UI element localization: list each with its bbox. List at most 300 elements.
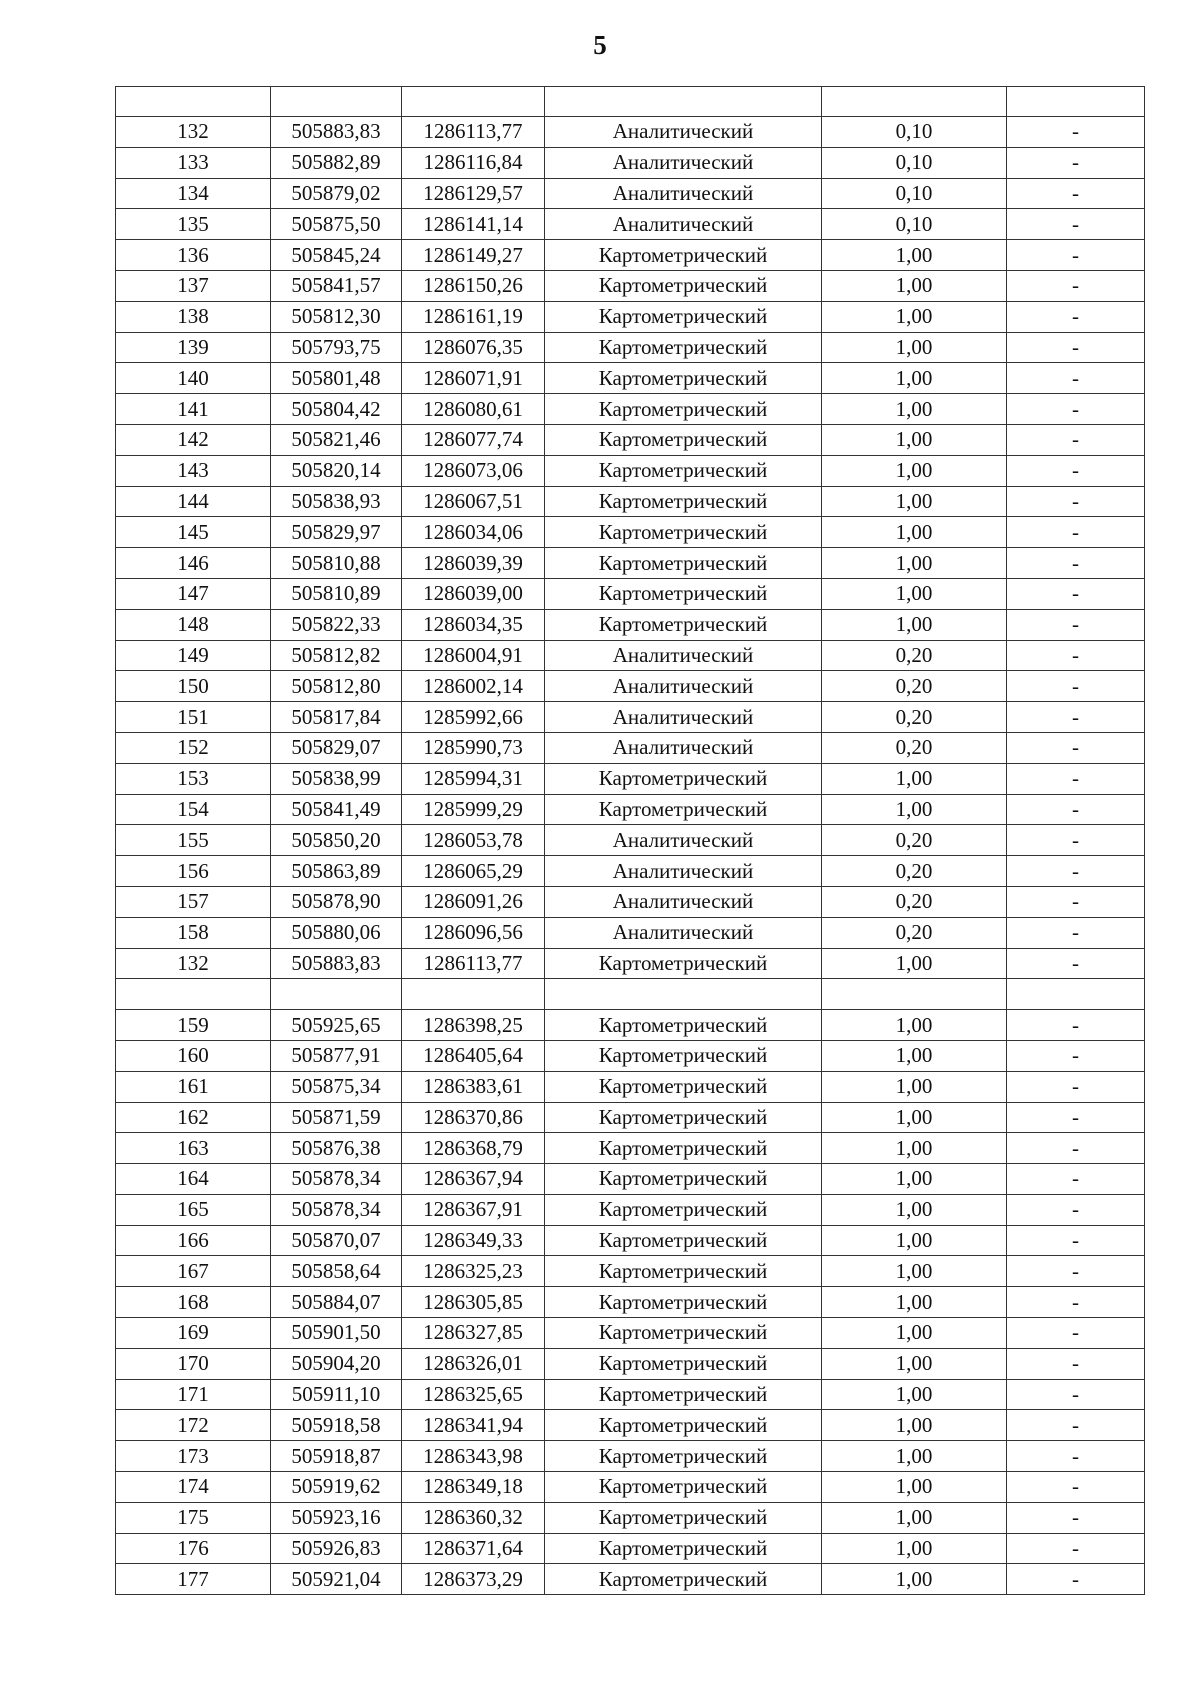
cell-y-coordinate: 1285990,73 bbox=[402, 732, 545, 763]
cell-note: - bbox=[1007, 517, 1145, 548]
cell-accuracy: 0,20 bbox=[822, 732, 1007, 763]
cell-determination-method: Картометрический bbox=[545, 1256, 822, 1287]
cell-accuracy bbox=[822, 979, 1007, 1010]
cell-accuracy: 1,00 bbox=[822, 1102, 1007, 1133]
cell-note: - bbox=[1007, 1133, 1145, 1164]
cell-determination-method: Картометрический bbox=[545, 1102, 822, 1133]
table-row bbox=[116, 240, 1145, 271]
table-row bbox=[116, 147, 1145, 178]
cell-x-coordinate: 505812,80 bbox=[271, 671, 402, 702]
cell-x-coordinate: 505821,46 bbox=[271, 424, 402, 455]
table-row bbox=[116, 517, 1145, 548]
cell-accuracy: 0,20 bbox=[822, 917, 1007, 948]
cell-determination-method: Картометрический bbox=[545, 455, 822, 486]
cell-y-coordinate: 1286002,14 bbox=[402, 671, 545, 702]
cell-x-coordinate: 505875,34 bbox=[271, 1071, 402, 1102]
cell-determination-method: Аналитический bbox=[545, 640, 822, 671]
cell-determination-method: Картометрический bbox=[545, 1040, 822, 1071]
cell-accuracy: 1,00 bbox=[822, 1318, 1007, 1349]
cell-x-coordinate: 505879,02 bbox=[271, 178, 402, 209]
cell-determination-method: Картометрический bbox=[545, 1379, 822, 1410]
cell-x-coordinate: 505822,33 bbox=[271, 609, 402, 640]
table-row bbox=[116, 332, 1145, 363]
cell-point-number: 154 bbox=[116, 794, 271, 825]
cell-x-coordinate: 505923,16 bbox=[271, 1502, 402, 1533]
cell-point-number: 132 bbox=[116, 117, 271, 148]
cell-y-coordinate: 1286327,85 bbox=[402, 1318, 545, 1349]
cell-x-coordinate: 505817,84 bbox=[271, 702, 402, 733]
cell-x-coordinate: 505878,90 bbox=[271, 886, 402, 917]
cell-y-coordinate: 1286091,26 bbox=[402, 886, 545, 917]
cell-point-number: 163 bbox=[116, 1133, 271, 1164]
cell-y-coordinate: 1286370,86 bbox=[402, 1102, 545, 1133]
cell-x-coordinate: 505880,06 bbox=[271, 917, 402, 948]
cell-determination-method: Картометрический bbox=[545, 1410, 822, 1441]
cell-x-coordinate: 505925,65 bbox=[271, 1010, 402, 1041]
table-row bbox=[116, 917, 1145, 948]
cell-x-coordinate: 505871,59 bbox=[271, 1102, 402, 1133]
cell-determination-method: Аналитический bbox=[545, 671, 822, 702]
cell-note: - bbox=[1007, 917, 1145, 948]
cell-determination-method: Картометрический bbox=[545, 332, 822, 363]
cell-accuracy: 1,00 bbox=[822, 1379, 1007, 1410]
cell-determination-method: Картометрический bbox=[545, 363, 822, 394]
cell-point-number: 139 bbox=[116, 332, 271, 363]
cell-accuracy: 1,00 bbox=[822, 948, 1007, 979]
cell-accuracy: 0,10 bbox=[822, 147, 1007, 178]
cell-y-coordinate: 1286349,18 bbox=[402, 1472, 545, 1503]
cell-x-coordinate: 505858,64 bbox=[271, 1256, 402, 1287]
cell-determination-method: Картометрический bbox=[545, 763, 822, 794]
table-row bbox=[116, 209, 1145, 240]
cell-determination-method: Картометрический bbox=[545, 486, 822, 517]
cell-point-number: 148 bbox=[116, 609, 271, 640]
cell-note: - bbox=[1007, 1194, 1145, 1225]
cell-point-number: 140 bbox=[116, 363, 271, 394]
table-row bbox=[116, 178, 1145, 209]
cell-determination-method: Картометрический bbox=[545, 1472, 822, 1503]
cell-note: - bbox=[1007, 209, 1145, 240]
cell-x-coordinate: 505918,87 bbox=[271, 1441, 402, 1472]
table-row bbox=[116, 1133, 1145, 1164]
cell-point-number: 166 bbox=[116, 1225, 271, 1256]
cell-point-number: 142 bbox=[116, 424, 271, 455]
cell-x-coordinate: 505863,89 bbox=[271, 856, 402, 887]
cell-determination-method: Картометрический bbox=[545, 1441, 822, 1472]
cell-accuracy: 1,00 bbox=[822, 363, 1007, 394]
cell-x-coordinate: 505876,38 bbox=[271, 1133, 402, 1164]
cell-point-number: 151 bbox=[116, 702, 271, 733]
cell-accuracy: 1,00 bbox=[822, 455, 1007, 486]
cell-y-coordinate: 1286305,85 bbox=[402, 1287, 545, 1318]
cell-y-coordinate: 1285992,66 bbox=[402, 702, 545, 733]
cell-note: - bbox=[1007, 455, 1145, 486]
cell-x-coordinate: 505829,97 bbox=[271, 517, 402, 548]
cell-accuracy: 1,00 bbox=[822, 1348, 1007, 1379]
cell-x-coordinate: 505801,48 bbox=[271, 363, 402, 394]
cell-x-coordinate: 505878,34 bbox=[271, 1164, 402, 1195]
cell-note: - bbox=[1007, 240, 1145, 271]
cell-point-number: 170 bbox=[116, 1348, 271, 1379]
cell-determination-method: Картометрический bbox=[545, 548, 822, 579]
cell-y-coordinate: 1286076,35 bbox=[402, 332, 545, 363]
cell-accuracy: 1,00 bbox=[822, 1533, 1007, 1564]
cell-note: - bbox=[1007, 1348, 1145, 1379]
cell-x-coordinate: 505841,57 bbox=[271, 270, 402, 301]
cell-note: - bbox=[1007, 886, 1145, 917]
cell-note: - bbox=[1007, 1164, 1145, 1195]
cell-x-coordinate: 505812,30 bbox=[271, 301, 402, 332]
cell-x-coordinate: 505838,93 bbox=[271, 486, 402, 517]
cell-point-number bbox=[116, 979, 271, 1010]
cell-y-coordinate: 1286341,94 bbox=[402, 1410, 545, 1441]
cell-determination-method: Картометрический bbox=[545, 578, 822, 609]
cell-x-coordinate bbox=[271, 979, 402, 1010]
cell-note: - bbox=[1007, 640, 1145, 671]
cell-point-number: 153 bbox=[116, 763, 271, 794]
cell-point-number: 169 bbox=[116, 1318, 271, 1349]
cell-y-coordinate: 1286398,25 bbox=[402, 1010, 545, 1041]
cell-note: - bbox=[1007, 424, 1145, 455]
cell-y-coordinate bbox=[402, 87, 545, 117]
table-row bbox=[116, 1164, 1145, 1195]
cell-determination-method: Картометрический bbox=[545, 1225, 822, 1256]
cell-note: - bbox=[1007, 1256, 1145, 1287]
table-row bbox=[116, 548, 1145, 579]
cell-note: - bbox=[1007, 1287, 1145, 1318]
table-row bbox=[116, 825, 1145, 856]
cell-point-number: 177 bbox=[116, 1564, 271, 1595]
cell-y-coordinate: 1286371,64 bbox=[402, 1533, 545, 1564]
cell-y-coordinate: 1286383,61 bbox=[402, 1071, 545, 1102]
cell-point-number: 133 bbox=[116, 147, 271, 178]
cell-point-number: 164 bbox=[116, 1164, 271, 1195]
table-row bbox=[116, 1533, 1145, 1564]
cell-x-coordinate: 505812,82 bbox=[271, 640, 402, 671]
cell-x-coordinate: 505877,91 bbox=[271, 1040, 402, 1071]
table-row bbox=[116, 486, 1145, 517]
cell-point-number: 149 bbox=[116, 640, 271, 671]
cell-y-coordinate: 1286161,19 bbox=[402, 301, 545, 332]
cell-y-coordinate: 1286326,01 bbox=[402, 1348, 545, 1379]
cell-point-number: 157 bbox=[116, 886, 271, 917]
table-row bbox=[116, 1225, 1145, 1256]
cell-note: - bbox=[1007, 1379, 1145, 1410]
cell-y-coordinate: 1286053,78 bbox=[402, 825, 545, 856]
cell-y-coordinate: 1286065,29 bbox=[402, 856, 545, 887]
cell-determination-method: Аналитический bbox=[545, 702, 822, 733]
cell-x-coordinate: 505810,89 bbox=[271, 578, 402, 609]
cell-determination-method: Картометрический bbox=[545, 1318, 822, 1349]
cell-determination-method: Картометрический bbox=[545, 1287, 822, 1318]
cell-point-number: 147 bbox=[116, 578, 271, 609]
cell-y-coordinate: 1286360,32 bbox=[402, 1502, 545, 1533]
cell-y-coordinate: 1286113,77 bbox=[402, 117, 545, 148]
cell-accuracy: 1,00 bbox=[822, 332, 1007, 363]
cell-x-coordinate: 505804,42 bbox=[271, 394, 402, 425]
cell-note: - bbox=[1007, 732, 1145, 763]
cell-determination-method: Аналитический bbox=[545, 117, 822, 148]
cell-y-coordinate: 1286325,65 bbox=[402, 1379, 545, 1410]
table-row bbox=[116, 1287, 1145, 1318]
cell-determination-method bbox=[545, 979, 822, 1010]
cell-point-number: 165 bbox=[116, 1194, 271, 1225]
cell-point-number: 132 bbox=[116, 948, 271, 979]
cell-accuracy: 1,00 bbox=[822, 1472, 1007, 1503]
cell-determination-method: Аналитический bbox=[545, 147, 822, 178]
cell-accuracy: 1,00 bbox=[822, 270, 1007, 301]
cell-note: - bbox=[1007, 117, 1145, 148]
cell-y-coordinate: 1286343,98 bbox=[402, 1441, 545, 1472]
cell-x-coordinate: 505901,50 bbox=[271, 1318, 402, 1349]
cell-accuracy: 1,00 bbox=[822, 1164, 1007, 1195]
cell-note: - bbox=[1007, 332, 1145, 363]
cell-x-coordinate: 505838,99 bbox=[271, 763, 402, 794]
cell-note: - bbox=[1007, 1564, 1145, 1595]
cell-accuracy: 1,00 bbox=[822, 517, 1007, 548]
cell-determination-method: Картометрический bbox=[545, 1133, 822, 1164]
cell-accuracy: 0,20 bbox=[822, 886, 1007, 917]
cell-point-number: 152 bbox=[116, 732, 271, 763]
page-number: 5 bbox=[593, 30, 607, 60]
cell-y-coordinate: 1286073,06 bbox=[402, 455, 545, 486]
cell-point-number: 168 bbox=[116, 1287, 271, 1318]
cell-accuracy: 1,00 bbox=[822, 1564, 1007, 1595]
cell-x-coordinate: 505883,83 bbox=[271, 948, 402, 979]
cell-accuracy: 1,00 bbox=[822, 548, 1007, 579]
table-row bbox=[116, 363, 1145, 394]
cell-determination-method: Аналитический bbox=[545, 825, 822, 856]
cell-note: - bbox=[1007, 671, 1145, 702]
cell-note: - bbox=[1007, 394, 1145, 425]
cell-y-coordinate: 1286039,39 bbox=[402, 548, 545, 579]
cell-point-number bbox=[116, 87, 271, 117]
cell-point-number: 135 bbox=[116, 209, 271, 240]
cell-determination-method: Картометрический bbox=[545, 1194, 822, 1225]
table-row bbox=[116, 1071, 1145, 1102]
cell-determination-method: Картометрический bbox=[545, 1564, 822, 1595]
cell-point-number: 167 bbox=[116, 1256, 271, 1287]
cell-accuracy: 0,20 bbox=[822, 640, 1007, 671]
cell-point-number: 146 bbox=[116, 548, 271, 579]
cell-point-number: 158 bbox=[116, 917, 271, 948]
cell-x-coordinate: 505878,34 bbox=[271, 1194, 402, 1225]
table-row bbox=[116, 1564, 1145, 1595]
cell-accuracy: 1,00 bbox=[822, 486, 1007, 517]
table-row bbox=[116, 1348, 1145, 1379]
cell-note: - bbox=[1007, 1472, 1145, 1503]
table-row bbox=[116, 301, 1145, 332]
cell-x-coordinate: 505870,07 bbox=[271, 1225, 402, 1256]
cell-accuracy: 1,00 bbox=[822, 1225, 1007, 1256]
cell-x-coordinate: 505883,83 bbox=[271, 117, 402, 148]
cell-y-coordinate: 1285994,31 bbox=[402, 763, 545, 794]
cell-note: - bbox=[1007, 301, 1145, 332]
cell-x-coordinate: 505845,24 bbox=[271, 240, 402, 271]
cell-accuracy: 0,20 bbox=[822, 671, 1007, 702]
cell-y-coordinate: 1286149,27 bbox=[402, 240, 545, 271]
cell-point-number: 138 bbox=[116, 301, 271, 332]
cell-accuracy: 1,00 bbox=[822, 578, 1007, 609]
cell-accuracy: 1,00 bbox=[822, 1010, 1007, 1041]
table-row bbox=[116, 1441, 1145, 1472]
cell-accuracy: 1,00 bbox=[822, 301, 1007, 332]
cell-y-coordinate: 1286367,94 bbox=[402, 1164, 545, 1195]
cell-note: - bbox=[1007, 1225, 1145, 1256]
cell-determination-method: Аналитический bbox=[545, 209, 822, 240]
cell-x-coordinate: 505882,89 bbox=[271, 147, 402, 178]
cell-accuracy: 1,00 bbox=[822, 609, 1007, 640]
cell-point-number: 161 bbox=[116, 1071, 271, 1102]
cell-y-coordinate: 1286150,26 bbox=[402, 270, 545, 301]
cell-determination-method: Аналитический bbox=[545, 917, 822, 948]
cell-x-coordinate: 505820,14 bbox=[271, 455, 402, 486]
table-row bbox=[116, 455, 1145, 486]
cell-x-coordinate: 505850,20 bbox=[271, 825, 402, 856]
cell-determination-method bbox=[545, 87, 822, 117]
cell-note: - bbox=[1007, 825, 1145, 856]
cell-accuracy: 1,00 bbox=[822, 1040, 1007, 1071]
cell-x-coordinate: 505829,07 bbox=[271, 732, 402, 763]
cell-accuracy bbox=[822, 87, 1007, 117]
cell-point-number: 175 bbox=[116, 1502, 271, 1533]
cell-determination-method: Картометрический bbox=[545, 794, 822, 825]
cell-point-number: 145 bbox=[116, 517, 271, 548]
table-row bbox=[116, 394, 1145, 425]
cell-note: - bbox=[1007, 1318, 1145, 1349]
cell-accuracy: 0,20 bbox=[822, 825, 1007, 856]
cell-determination-method: Картометрический bbox=[545, 517, 822, 548]
cell-note: - bbox=[1007, 1102, 1145, 1133]
cell-note: - bbox=[1007, 1410, 1145, 1441]
table-row bbox=[116, 1194, 1145, 1225]
cell-point-number: 162 bbox=[116, 1102, 271, 1133]
cell-y-coordinate: 1286113,77 bbox=[402, 948, 545, 979]
cell-point-number: 137 bbox=[116, 270, 271, 301]
cell-note: - bbox=[1007, 1071, 1145, 1102]
cell-x-coordinate: 505918,58 bbox=[271, 1410, 402, 1441]
cell-x-coordinate: 505911,10 bbox=[271, 1379, 402, 1410]
cell-x-coordinate: 505884,07 bbox=[271, 1287, 402, 1318]
cell-accuracy: 1,00 bbox=[822, 1441, 1007, 1472]
table-row bbox=[116, 856, 1145, 887]
cell-determination-method: Картометрический bbox=[545, 1164, 822, 1195]
cell-note: - bbox=[1007, 1040, 1145, 1071]
table-row bbox=[116, 763, 1145, 794]
cell-y-coordinate: 1286405,64 bbox=[402, 1040, 545, 1071]
cell-point-number: 172 bbox=[116, 1410, 271, 1441]
cell-determination-method: Картометрический bbox=[545, 394, 822, 425]
cell-determination-method: Аналитический bbox=[545, 178, 822, 209]
cell-determination-method: Картометрический bbox=[545, 1533, 822, 1564]
table-row bbox=[116, 886, 1145, 917]
cell-determination-method: Аналитический bbox=[545, 732, 822, 763]
table-row bbox=[116, 1379, 1145, 1410]
table-row bbox=[116, 794, 1145, 825]
table-row bbox=[116, 1410, 1145, 1441]
cell-point-number: 171 bbox=[116, 1379, 271, 1410]
cell-note: - bbox=[1007, 486, 1145, 517]
cell-accuracy: 1,00 bbox=[822, 1256, 1007, 1287]
cell-note: - bbox=[1007, 702, 1145, 733]
cell-determination-method: Картометрический bbox=[545, 240, 822, 271]
cell-y-coordinate: 1286129,57 bbox=[402, 178, 545, 209]
cell-x-coordinate bbox=[271, 87, 402, 117]
table-row bbox=[116, 1472, 1145, 1503]
cell-x-coordinate: 505926,83 bbox=[271, 1533, 402, 1564]
table-body bbox=[116, 87, 1145, 1595]
table-row bbox=[116, 1102, 1145, 1133]
cell-point-number: 150 bbox=[116, 671, 271, 702]
cell-y-coordinate: 1286367,91 bbox=[402, 1194, 545, 1225]
cell-note: - bbox=[1007, 270, 1145, 301]
cell-accuracy: 1,00 bbox=[822, 1410, 1007, 1441]
cell-x-coordinate: 505919,62 bbox=[271, 1472, 402, 1503]
cell-determination-method: Картометрический bbox=[545, 1010, 822, 1041]
table-row bbox=[116, 270, 1145, 301]
cell-y-coordinate: 1286080,61 bbox=[402, 394, 545, 425]
table-row bbox=[116, 948, 1145, 979]
cell-y-coordinate: 1286034,06 bbox=[402, 517, 545, 548]
cell-accuracy: 1,00 bbox=[822, 1071, 1007, 1102]
cell-note: - bbox=[1007, 147, 1145, 178]
cell-note: - bbox=[1007, 1533, 1145, 1564]
cell-x-coordinate: 505810,88 bbox=[271, 548, 402, 579]
cell-y-coordinate: 1286141,14 bbox=[402, 209, 545, 240]
cell-point-number: 173 bbox=[116, 1441, 271, 1472]
cell-point-number: 155 bbox=[116, 825, 271, 856]
cell-point-number: 160 bbox=[116, 1040, 271, 1071]
cell-determination-method: Картометрический bbox=[545, 948, 822, 979]
cell-note bbox=[1007, 87, 1145, 117]
cell-y-coordinate: 1286071,91 bbox=[402, 363, 545, 394]
cell-note: - bbox=[1007, 1502, 1145, 1533]
cell-point-number: 134 bbox=[116, 178, 271, 209]
cell-accuracy: 1,00 bbox=[822, 394, 1007, 425]
table-row bbox=[116, 979, 1145, 1010]
table-row bbox=[116, 1256, 1145, 1287]
cell-point-number: 136 bbox=[116, 240, 271, 271]
cell-note: - bbox=[1007, 178, 1145, 209]
cell-point-number: 143 bbox=[116, 455, 271, 486]
cell-y-coordinate: 1286373,29 bbox=[402, 1564, 545, 1595]
cell-determination-method: Картометрический bbox=[545, 609, 822, 640]
cell-accuracy: 1,00 bbox=[822, 1194, 1007, 1225]
cell-accuracy: 0,10 bbox=[822, 178, 1007, 209]
table-row bbox=[116, 578, 1145, 609]
cell-y-coordinate: 1286096,56 bbox=[402, 917, 545, 948]
cell-y-coordinate bbox=[402, 979, 545, 1010]
cell-y-coordinate: 1286004,91 bbox=[402, 640, 545, 671]
cell-point-number: 144 bbox=[116, 486, 271, 517]
cell-note: - bbox=[1007, 1441, 1145, 1472]
cell-y-coordinate: 1285999,29 bbox=[402, 794, 545, 825]
cell-accuracy: 0,10 bbox=[822, 117, 1007, 148]
cell-x-coordinate: 505904,20 bbox=[271, 1348, 402, 1379]
cell-y-coordinate: 1286349,33 bbox=[402, 1225, 545, 1256]
cell-x-coordinate: 505841,49 bbox=[271, 794, 402, 825]
cell-y-coordinate: 1286077,74 bbox=[402, 424, 545, 455]
table-row bbox=[116, 1318, 1145, 1349]
cell-note: - bbox=[1007, 1010, 1145, 1041]
cell-point-number: 176 bbox=[116, 1533, 271, 1564]
cell-determination-method: Аналитический bbox=[545, 886, 822, 917]
cell-point-number: 141 bbox=[116, 394, 271, 425]
table-row bbox=[116, 640, 1145, 671]
cell-accuracy: 0,10 bbox=[822, 209, 1007, 240]
cell-x-coordinate: 505793,75 bbox=[271, 332, 402, 363]
cell-y-coordinate: 1286039,00 bbox=[402, 578, 545, 609]
